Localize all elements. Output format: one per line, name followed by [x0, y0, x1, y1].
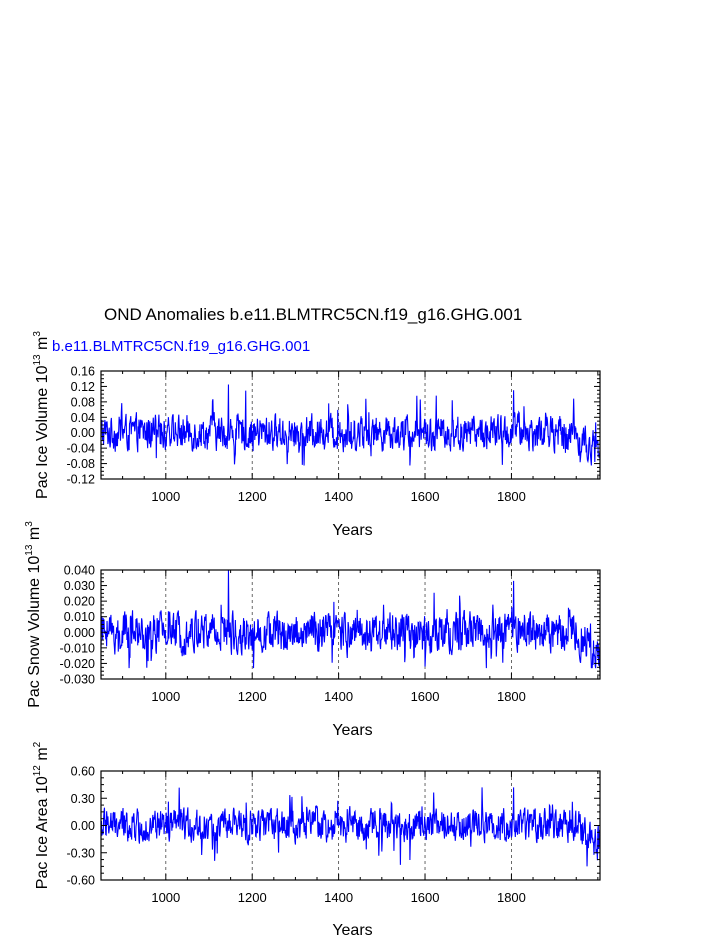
x-axis-label: Years — [332, 722, 373, 739]
y-tick-label: 0.000 — [63, 625, 95, 640]
x-tick-label: 1000 — [151, 890, 181, 905]
x-tick-label: 1600 — [410, 890, 440, 905]
x-tick-label: 1800 — [496, 890, 526, 905]
x-tick-label: 1000 — [151, 689, 181, 704]
y-tick-label: 0.030 — [63, 579, 95, 594]
y-tick-label: -0.020 — [59, 656, 95, 671]
y-tick-label: -0.60 — [66, 873, 95, 888]
x-axis-label: Years — [332, 922, 373, 935]
x-tick-label: 1400 — [324, 890, 354, 905]
y-tick-label: -0.30 — [66, 846, 95, 861]
x-axis-label: Years — [332, 522, 373, 539]
y-tick-label: 0.30 — [70, 791, 95, 806]
x-tick-label: 1200 — [237, 489, 267, 504]
y-tick-label: -0.04 — [66, 441, 95, 456]
figure-title: OND Anomalies b.e11.BLMTRC5CN.f19_g16.GHG.001 — [104, 305, 523, 324]
y-axis-label: Pac Ice Volume $10^{13}$ $m^3$ — [32, 331, 51, 499]
y-tick-label: 0.60 — [70, 764, 95, 779]
series-line — [101, 385, 600, 466]
x-tick-label: 1800 — [496, 689, 526, 704]
y-tick-label: 0.08 — [70, 395, 95, 410]
y-tick-label: 0.040 — [63, 563, 95, 578]
x-tick-label: 1000 — [151, 489, 181, 504]
x-tick-label: 1400 — [324, 689, 354, 704]
y-tick-label: 0.020 — [63, 594, 95, 609]
y-tick-label: 0.010 — [63, 610, 95, 625]
x-tick-label: 1400 — [324, 489, 354, 504]
figure-subtitle: b.e11.BLMTRC5CN.f19_g16.GHG.001 — [52, 338, 311, 355]
y-tick-label: 0.00 — [70, 426, 95, 441]
y-tick-label: -0.12 — [66, 472, 95, 487]
y-tick-label: -0.030 — [59, 672, 95, 687]
panel-snow-volume — [24, 521, 600, 739]
y-tick-label: 0.12 — [70, 379, 95, 394]
x-tick-label: 1200 — [237, 689, 267, 704]
y-tick-label: 0.04 — [70, 410, 95, 425]
panel-ice-volume — [32, 331, 600, 539]
y-tick-label: -0.010 — [59, 641, 95, 656]
series-line — [101, 570, 600, 668]
panel-ice-area — [32, 741, 600, 935]
y-axis-label: Pac Snow Volume $10^{13}$ $m^3$ — [24, 521, 43, 708]
series-line — [101, 787, 600, 866]
x-tick-label: 1600 — [410, 489, 440, 504]
x-tick-label: 1200 — [237, 890, 267, 905]
y-tick-label: 0.16 — [70, 364, 95, 379]
y-tick-label: -0.08 — [66, 457, 95, 472]
x-tick-label: 1600 — [410, 689, 440, 704]
y-tick-label: 0.00 — [70, 819, 95, 833]
y-axis-label: Pac Ice Area $10^{12}$ $m^2$ — [32, 741, 51, 890]
x-tick-label: 1800 — [496, 489, 526, 504]
